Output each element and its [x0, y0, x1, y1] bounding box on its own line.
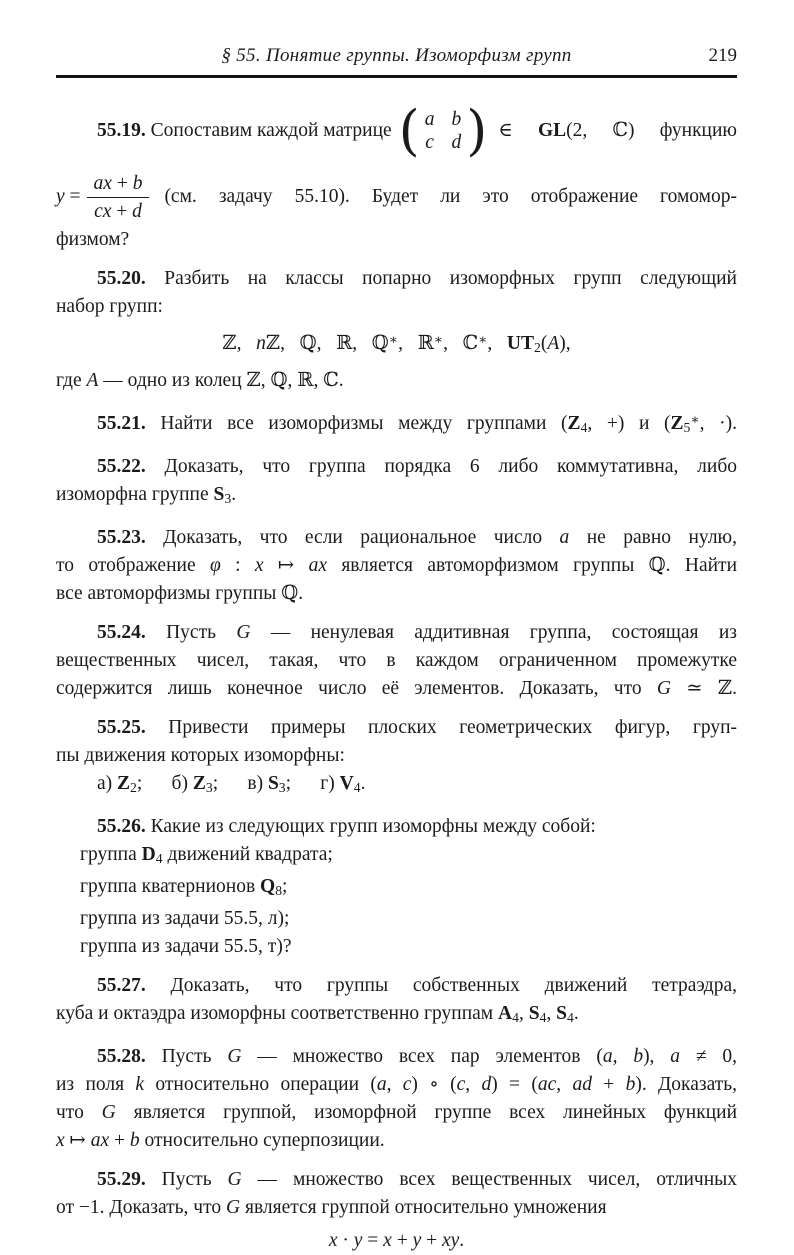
text-segment: 3 — [224, 491, 232, 507]
text-segment: c — [402, 1074, 412, 1096]
text-segment: ). Доказать, — [635, 1074, 738, 1096]
text-segment: 55.22. — [97, 456, 146, 478]
text-segment: Сопоставим каждой матрице — [145, 120, 392, 141]
text-segment: x — [383, 1230, 392, 1252]
text-segment: 2 — [533, 340, 541, 356]
text-segment: содержится лишь конечное число её элементов. Доказать, что — [56, 678, 657, 700]
problem-55-19-line-3 — [56, 226, 737, 254]
text-segment: + — [421, 1230, 442, 1252]
text-segment: ac — [537, 1074, 557, 1096]
text-segment: ∗ — [478, 332, 488, 347]
problem-55-20 — [56, 265, 737, 395]
text-segment: относительно суперпозиции. — [139, 1130, 385, 1152]
text-line — [56, 293, 737, 321]
text-segment: ) ∘ ( — [411, 1074, 457, 1096]
problem-55-28 — [56, 1043, 737, 1155]
text-segment: A — [498, 1003, 513, 1025]
page-body — [56, 94, 737, 1255]
text-line — [56, 367, 737, 395]
text-segment: Доказать, что если рациональное число — [145, 527, 560, 549]
text-line — [56, 453, 737, 481]
text-segment: Доказать, что группа порядка 6 либо коммутативна, либо — [145, 456, 737, 478]
text-line — [56, 552, 737, 580]
text-segment: , — [612, 1046, 634, 1068]
text-segment: Какие из следующих групп изоморфны между собой: — [145, 816, 596, 838]
text-segment: 55.28. — [97, 1046, 146, 1068]
text-segment: — множество всех пар элементов ( — [241, 1046, 603, 1068]
matrix-entry-c: c — [425, 132, 434, 153]
text-line — [56, 1043, 737, 1071]
text-segment: x — [254, 555, 264, 577]
text-segment: , ·). — [699, 413, 737, 435]
text-segment: группа из задачи 55.5, т)? — [80, 936, 292, 958]
text-line — [56, 1000, 737, 1032]
text-segment: G — [227, 1046, 242, 1068]
text-segment: группа из задачи 55.5, л); — [80, 908, 290, 930]
matrix-2x2 — [398, 99, 488, 162]
text-segment: c — [456, 1074, 466, 1096]
answer-options-line — [56, 770, 737, 802]
text-segment: + — [111, 172, 133, 194]
text-segment: xy — [441, 1230, 460, 1252]
text-segment: 55.27. — [97, 975, 146, 997]
text-segment: 55.24. — [97, 622, 146, 644]
text-segment: b — [633, 1046, 644, 1068]
text-segment: , — [487, 333, 507, 355]
text-segment: A — [86, 370, 99, 392]
text-segment: 4 — [567, 1010, 574, 1026]
text-line — [56, 714, 737, 742]
text-line — [56, 1166, 737, 1194]
text-segment: G — [227, 1169, 242, 1191]
text-segment: ↦ — [64, 1130, 91, 1152]
page-number: 219 — [708, 45, 737, 66]
text-segment: является группой, изоморфной группе всех линейных функций — [115, 1102, 737, 1124]
text-run — [56, 183, 81, 211]
matrix-entry-a: a — [424, 109, 435, 130]
text-segment: 4 — [155, 851, 163, 867]
text-segment: не равно нулю, — [569, 527, 737, 549]
text-segment: + — [591, 1074, 626, 1096]
text-segment: S — [213, 484, 225, 506]
matrix-entry-b: b — [451, 109, 462, 130]
fraction-numerator — [87, 171, 150, 198]
text-segment: d — [132, 200, 142, 222]
text-segment: . — [231, 484, 237, 506]
matrix-entries — [420, 106, 467, 156]
text-segment: y — [353, 1230, 363, 1252]
text-segment: Пусть — [145, 1046, 228, 1068]
text-segment: = — [64, 186, 81, 207]
text-segment: a — [376, 1074, 387, 1096]
problem-55-27 — [56, 972, 737, 1032]
list-item — [56, 873, 737, 905]
text-segment: + — [391, 1230, 413, 1252]
text-run — [164, 183, 737, 211]
text-segment: G — [101, 1102, 116, 1124]
text-segment: b — [129, 1130, 140, 1152]
text-segment: ≠ 0, — [680, 1046, 738, 1068]
list-item — [56, 905, 737, 933]
text-segment: 4 — [580, 420, 588, 436]
text-segment: ax — [90, 1130, 110, 1152]
problem-55-19-line-1 — [56, 94, 737, 168]
text-segment: 55.29. — [97, 1169, 146, 1191]
text-segment: относительно операции ( — [144, 1074, 377, 1096]
text-segment: : — [220, 555, 255, 577]
text-segment: группа — [80, 844, 142, 866]
text-segment: ), — [643, 1046, 671, 1068]
text-segment: Q — [260, 876, 276, 898]
text-segment: ax — [308, 555, 327, 577]
text-segment: y — [412, 1230, 422, 1252]
text-segment: a — [602, 1046, 613, 1068]
text-segment: G — [236, 622, 251, 644]
text-line — [56, 972, 737, 1000]
text-segment: ∗ — [433, 332, 444, 347]
text-segment: все автоморфизмы группы ℚ. — [56, 583, 304, 605]
text-segment: вещественных чисел, такая, что в каждом ограниченном промежутке — [56, 650, 737, 672]
text-line — [56, 1071, 737, 1099]
problem-55-22 — [56, 453, 737, 513]
text-segment: то отображение — [56, 555, 210, 577]
text-segment: Доказать, что группы собственных движений тетраэдра, — [145, 975, 737, 997]
text-segment: пы движения которых изоморфны: — [56, 745, 345, 767]
text-segment: a — [559, 527, 570, 549]
text-segment: G — [226, 1197, 241, 1219]
display-formula-groups — [56, 326, 737, 362]
text-segment: · — [337, 1230, 354, 1252]
text-segment: V — [339, 773, 354, 795]
text-segment: a — [670, 1046, 681, 1068]
text-segment: а) — [97, 773, 118, 795]
text-segment: 2 — [130, 780, 137, 796]
text-segment: k — [135, 1074, 145, 1096]
text-segment: UT — [506, 333, 534, 355]
text-segment: 5 — [683, 420, 691, 436]
text-line — [56, 675, 737, 703]
problem-55-19-line-2 — [56, 168, 737, 226]
text-segment: , — [465, 1074, 482, 1096]
text-segment: , ℂ — [443, 333, 479, 355]
problem-55-24 — [56, 619, 737, 703]
text-segment: GL — [537, 120, 567, 141]
text-segment: y — [56, 186, 65, 207]
text-segment: Пусть — [145, 622, 237, 644]
left-paren: ( — [398, 99, 420, 162]
text-segment: что — [56, 1102, 102, 1124]
text-segment: 55.20. — [97, 268, 146, 289]
text-segment: — множество всех вещественных чисел, отличных — [241, 1169, 737, 1191]
text-segment: ( — [540, 333, 548, 355]
text-segment: , — [546, 1003, 557, 1025]
text-segment: ℤ, — [222, 333, 257, 355]
text-segment: 4 — [539, 1010, 547, 1026]
text-line — [56, 406, 737, 442]
text-line — [56, 265, 737, 293]
text-segment: изоморфна группе — [56, 484, 214, 506]
text-segment: ; г) — [285, 773, 340, 795]
text-segment: n — [256, 333, 266, 355]
text-segment: ad — [572, 1074, 592, 1096]
text-segment: 55.26. — [97, 816, 146, 838]
text-segment: ↦ — [263, 555, 309, 577]
text-segment: куба и октаэдра изоморфны соответственно группам — [56, 1003, 499, 1025]
text-segment: S — [556, 1003, 567, 1025]
display-formula-multiplication — [56, 1227, 737, 1255]
text-segment: физмом? — [56, 229, 130, 250]
text-line — [56, 1099, 737, 1127]
text-segment: — одно из колец ℤ, ℚ, ℝ, ℂ. — [98, 370, 344, 392]
text-segment: ; б) — [136, 773, 193, 795]
problem-55-23 — [56, 524, 737, 608]
section-title: § 55. Понятие группы. Изоморфизм групп — [221, 45, 572, 66]
text-segment: , — [556, 1074, 573, 1096]
text-line — [56, 1194, 737, 1222]
text-segment: d — [481, 1074, 492, 1096]
text-segment: , +) и ( — [587, 413, 671, 435]
text-segment: Привести примеры плоских геометрических фигур, груп- — [145, 717, 737, 739]
fraction — [87, 171, 150, 224]
text-segment: b — [132, 172, 143, 194]
text-segment: 8 — [275, 883, 283, 899]
matrix-entry-d: d — [451, 132, 462, 153]
text-line — [56, 481, 737, 513]
problem-55-19 — [56, 94, 737, 254]
text-segment: , ℝ — [398, 333, 434, 355]
text-segment: ∗ — [388, 332, 399, 347]
text-segment: (см. задачу 55.10). Будет ли это отображение гомомор- — [164, 186, 737, 207]
text-segment: ∗ — [690, 412, 700, 428]
text-segment: где — [56, 370, 87, 392]
text-segment: Найти все изоморфизмы между группами ( — [145, 413, 568, 435]
problem-55-29 — [56, 1166, 737, 1255]
text-segment: G — [656, 678, 671, 700]
page-header — [56, 44, 737, 68]
text-segment: . — [573, 1003, 579, 1025]
right-paren: ) — [466, 99, 488, 162]
text-segment: из поля — [56, 1074, 136, 1096]
text-segment: ; в) — [212, 773, 268, 795]
text-segment: . — [459, 1230, 465, 1252]
header-rule — [56, 75, 737, 78]
text-segment: ), — [559, 333, 571, 355]
text-segment: x — [56, 1130, 65, 1152]
list-item — [56, 933, 737, 961]
text-run — [498, 117, 737, 145]
text-segment: (2, ℂ) функцию — [566, 120, 737, 141]
fraction-denominator — [87, 198, 150, 224]
text-segment: 55.23. — [97, 527, 146, 549]
text-segment: 55.19. — [97, 120, 146, 141]
text-segment: от −1. Доказать, что — [56, 1197, 226, 1219]
text-segment: D — [141, 844, 156, 866]
text-segment: + — [111, 200, 133, 222]
text-segment: Пусть — [145, 1169, 228, 1191]
text-segment: + — [109, 1130, 130, 1152]
text-segment: ) = ( — [491, 1074, 538, 1096]
text-segment: ax — [93, 172, 112, 194]
text-line — [56, 647, 737, 675]
text-line — [56, 619, 737, 647]
text-line — [56, 1127, 737, 1155]
text-segment: 4 — [353, 780, 361, 796]
list-item — [56, 841, 737, 873]
text-line — [56, 742, 737, 770]
text-segment: , — [386, 1074, 403, 1096]
text-segment: . — [360, 773, 366, 795]
text-segment: 55.25. — [97, 717, 146, 739]
text-segment: ∈ — [498, 120, 538, 141]
text-segment: S — [267, 773, 279, 795]
text-run — [97, 117, 392, 145]
text-segment: — ненулевая аддитивная группа, состоящая из — [250, 622, 737, 644]
text-segment: Z — [567, 413, 581, 435]
text-segment: φ — [209, 555, 221, 577]
text-segment: Z — [117, 773, 131, 795]
text-segment: 3 — [205, 780, 213, 796]
text-segment: является группой относительно умножения — [240, 1197, 607, 1219]
text-segment: 4 — [512, 1010, 519, 1026]
text-segment: является автоморфизмом группы ℚ. Найти — [326, 555, 738, 577]
text-segment: ℤ, ℚ, ℝ, ℚ — [265, 333, 389, 355]
text-line — [56, 813, 737, 841]
problem-55-25 — [56, 714, 737, 802]
text-segment: Z — [670, 413, 684, 435]
text-segment: Z — [192, 773, 206, 795]
text-segment: набор групп: — [56, 296, 163, 317]
text-segment: группа кватернионов — [80, 876, 261, 898]
text-segment: A — [547, 333, 560, 355]
text-segment: Разбить на классы попарно изоморфных групп следующий — [145, 268, 737, 289]
text-segment: движений квадрата; — [162, 844, 333, 866]
text-segment: , — [518, 1003, 529, 1025]
problem-55-21 — [56, 406, 737, 442]
text-segment: = — [362, 1230, 384, 1252]
text-segment: ; — [282, 876, 288, 898]
text-segment: S — [528, 1003, 540, 1025]
text-segment: cx — [94, 200, 112, 222]
text-segment: b — [625, 1074, 636, 1096]
text-line — [56, 580, 737, 608]
text-segment: 3 — [278, 780, 286, 796]
text-segment: ≃ ℤ. — [671, 678, 737, 700]
text-segment: 55.21. — [97, 413, 146, 435]
text-segment: x — [328, 1230, 338, 1252]
text-line — [56, 524, 737, 552]
problem-55-26 — [56, 813, 737, 961]
